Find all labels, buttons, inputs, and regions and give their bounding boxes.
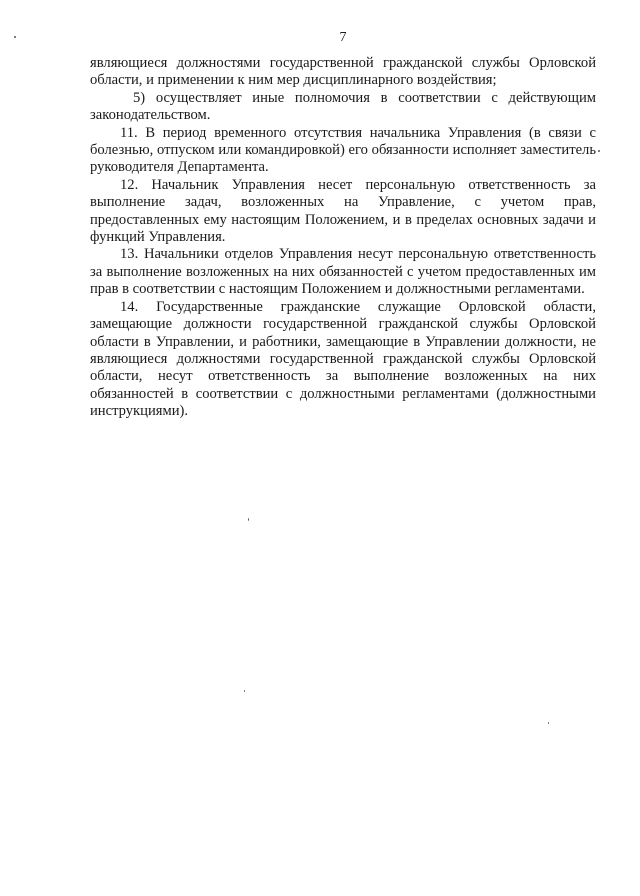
page-number: 7	[339, 30, 347, 45]
scan-speck	[248, 518, 249, 521]
paragraph-item-5: 5) осуществляет иные полномочия в соответствии с действующим законодательством.	[90, 89, 596, 124]
document-body	[90, 55, 596, 421]
paragraph-12: 12. Начальник Управления несет персональную ответственность за выполнение задач, возложенных на Управление, с учетом прав, предоставленных ему настоящим Положением, и в пределах основных задачи и функций Управления.	[90, 176, 596, 246]
scan-speck	[598, 150, 600, 152]
paragraph-11: 11. В период временного отсутствия начальника Управления (в связи с болезнью, отпуском или командировкой) его обязанности исполняет заместитель руководителя Департамента.	[90, 124, 596, 176]
scan-speck	[14, 36, 16, 38]
paragraph-14: 14. Государственные гражданские служащие Орловской области, замещающие должности государственной гражданской службы Орловской области в Управлении, и работники, замещающие в Управлении должности, не являющиеся должностями государственной гражданской службы Орловской области, несут ответственность за выполнение возложенных на них обязанностей в соответствии с должностными регламентами (должностными инструкциями).	[90, 298, 596, 420]
scan-speck	[548, 722, 549, 724]
paragraph-continuation: являющиеся должностями государственной гражданской службы Орловской области, и применении к ним мер дисциплинарного воздействия;	[90, 55, 596, 89]
paragraph-13: 13. Начальники отделов Управления несут персональную ответственность за выполнение возложенных на них обязанностей с учетом предоставленных им прав в соответствии с настоящим Положением и должностными регламентами.	[90, 246, 596, 298]
scan-speck	[244, 690, 245, 692]
